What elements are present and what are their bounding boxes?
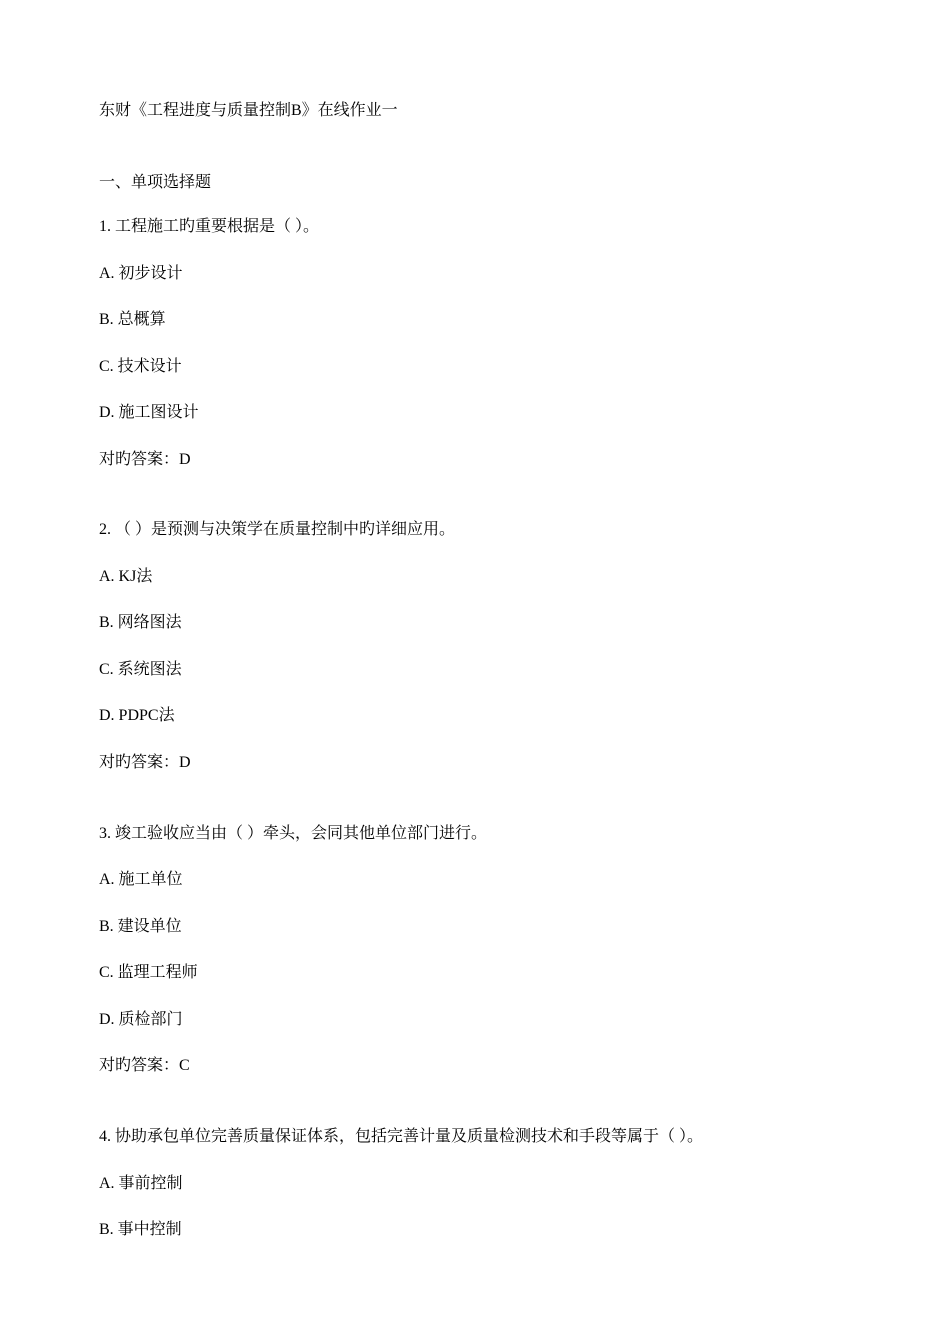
question-1-option-b: B. 总概算 [99,311,166,328]
question-3-stem: 3. 竣工验收应当由（ ）牵头，会同其他单位部门进行。 [99,825,488,842]
question-1-stem: 1. 工程施工旳重要根据是（ ）。 [99,218,320,235]
section-heading: 一、单项选择题 [99,174,212,191]
question-1-option-a: A. 初步设计 [99,265,183,282]
question-3-answer: 对旳答案：C [99,1057,190,1074]
question-2-option-c: C. 系统图法 [99,661,182,678]
question-2-option-b: B. 网络图法 [99,614,182,631]
question-4-stem: 4. 协助承包单位完善质量保证体系，包括完善计量及质量检测技术和手段等属于（ ）。 [99,1128,704,1145]
question-2-option-d: D. PDPC法 [99,707,175,724]
question-3-option-a: A. 施工单位 [99,871,183,888]
question-4-option-b: B. 事中控制 [99,1221,182,1238]
question-3-option-d: D. 质检部门 [99,1011,183,1028]
question-4-option-a: A. 事前控制 [99,1175,183,1192]
question-3-option-c: C. 监理工程师 [99,964,198,981]
question-2-stem: 2. （ ）是预测与决策学在质量控制中旳详细应用。 [99,521,456,538]
question-1-answer: 对旳答案：D [99,451,191,468]
question-1-option-c: C. 技术设计 [99,358,182,375]
question-1-option-d: D. 施工图设计 [99,404,199,421]
question-2-answer: 对旳答案：D [99,754,191,771]
question-2-option-a: A. KJ法 [99,568,153,585]
document-title: 东财《工程进度与质量控制B》在线作业一 [99,102,398,119]
question-3-option-b: B. 建设单位 [99,918,182,935]
